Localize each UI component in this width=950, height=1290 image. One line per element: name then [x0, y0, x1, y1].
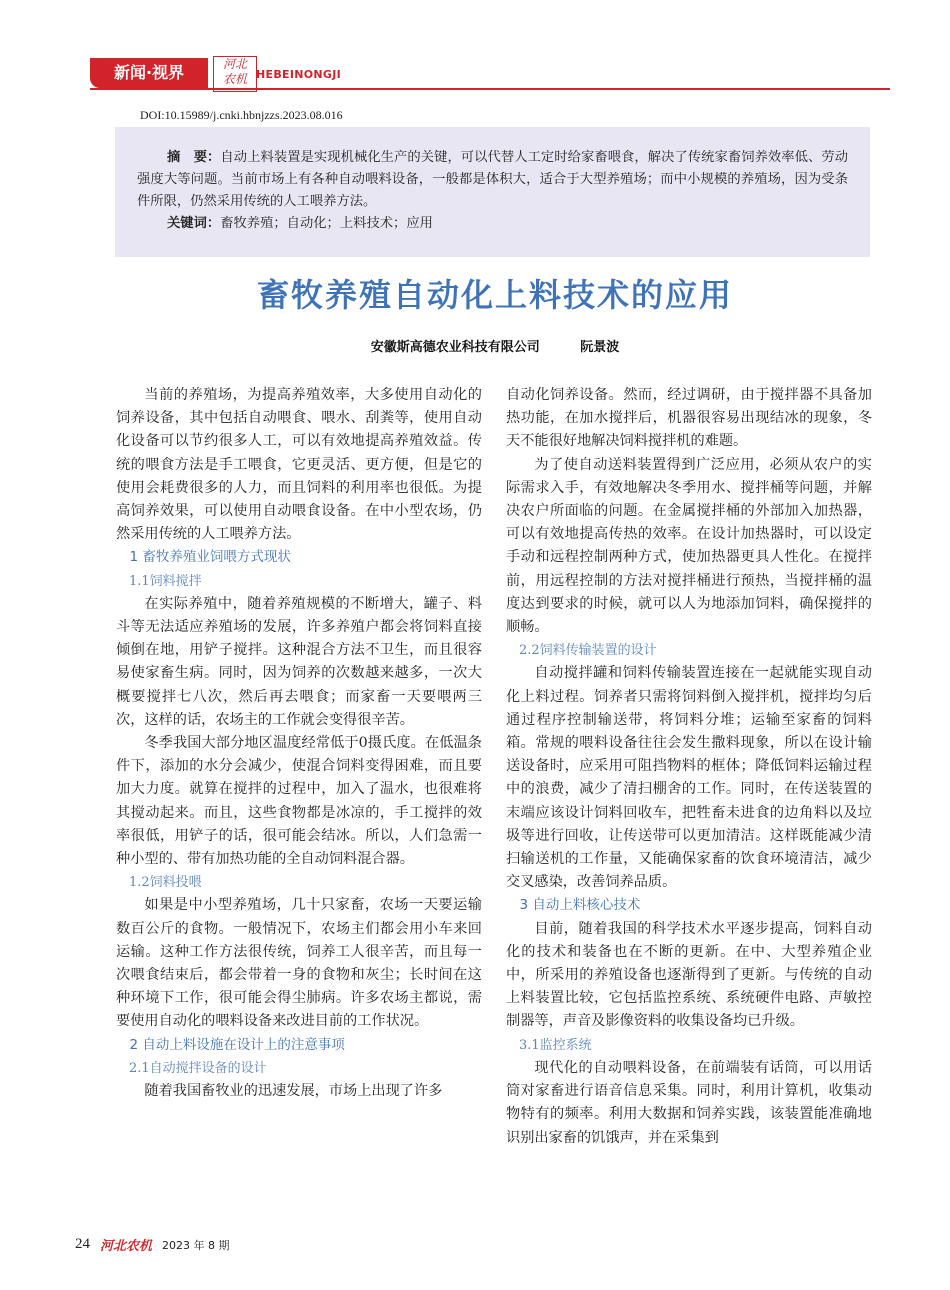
body-paragraph: 自动搅拌罐和饲料传输装置连接在一起就能实现自动化上料过程。饲养者只需将饲料倒入搅拌机，搅拌均匀后通过程序控制输送带，将饲料分堆；运输至家畜的饲料箱。常规的喂料设备往往会发生撒料现象，所以在设计输送设备时，应采用可阻挡物料的框体；降低饲料运输过程中的浪费，减少了清扫棚舍的工作。同时，在传送装置的末端应该设计饲料回收车，把牲畜未进食的边角料以及垃圾等进行回收，让传送带可以更加清洁。这样既能减少清扫输送机的工作量，又能确保家畜的饮食环境清洁，减少交叉感染，改善饲养品质。 [506, 665, 872, 891]
magazine-logo [213, 56, 257, 92]
body-paragraph: 自动化饲养设备。然而，经过调研，由于搅拌器不具备加热功能，在加水搅拌后，机器很容易出现结冰的现象，冬天不能很好地解决饲料搅拌机的难题。 [506, 387, 872, 450]
body-paragraph: 冬季我国大部分地区温度经常低于0摄氏度。在低温条件下，添加的水分会减少，使混合饲料变得困难，而且要加大力度。就算在搅拌的过程中，加入了温水，也很难将其搅动起来。而且，这些食物都是冰凉的，手工搅拌的效率很低，用铲子的话，很可能会结冰。所以，人们急需一种小型的、带有加热功能的全自动饲料混合器。 [116, 735, 482, 868]
section-heading: 3 自动上料核心技术 [519, 897, 641, 914]
footer-magazine: 河北农机 [100, 1239, 153, 1254]
section-badge: 新闻·视界 [90, 58, 208, 88]
subsection-heading: 1.2饲料投喂 [129, 875, 202, 891]
body-paragraph: 现代化的自动喂料设备，在前端装有话筒，可以用话筒对家畜进行语音信息采集。同时，利用计算机，收集动物特有的频率。利用大数据和饲养实践，该装置能准确地识别出家畜的饥饿声，并在采集到 [506, 1059, 872, 1146]
body-paragraph: 目前，随着我国的科学技术水平逐步提高，饲料自动化的技术和装备也在不断的更新。在中、大型养殖企业中，所采用的养殖设备也逐渐得到了更新。与传统的自动上料装置比较，它包括监控系统、系统硬件电路、声敏控制器等，声音及影像资料的收集设备均已升级。 [506, 920, 872, 1030]
subsection-heading: 2.1自动搅拌设备的设计 [129, 1060, 267, 1076]
section-heading: 1 畜牧养殖业饲喂方式现状 [129, 549, 291, 566]
keywords-text: 畜牧养殖；自动化；上料技术；应用 [220, 216, 433, 231]
left-column [116, 384, 482, 1103]
author-organization: 安徽斯高德农业科技有限公司 [370, 340, 540, 355]
footer-issue: 2023 年 8 期 [162, 1238, 230, 1252]
page-footer [75, 1235, 230, 1254]
brand-name: HEBEINONGJI [256, 68, 341, 81]
body-paragraph: 为了使自动送料装置得到广泛应用，必须从农户的实际需求入手，有效地解决冬季用水、搅拌桶等问题，并解决农户所面临的问题。在金属搅拌桶的外部加入加热器，可以有效地提高传热的效率。在设计加热器时，可以设定手动和远程控制两种方式，使加热器更具人性化。在搅拌前，用远程控制的方法对搅拌桶进行预热，当搅拌桶的温度达到要求的时候，就可以人为地添加饲料，确保搅拌的顺畅。 [506, 456, 872, 636]
author-line [0, 336, 950, 355]
keywords-paragraph [137, 213, 848, 235]
abstract-paragraph [137, 147, 848, 213]
abstract-label: 摘 要： [167, 150, 221, 165]
subsection-heading: 1.1饲料搅拌 [129, 573, 202, 589]
section-heading: 2 自动上料设施在设计上的注意事项 [129, 1036, 345, 1053]
abstract-box [115, 127, 870, 257]
subsection-heading: 2.2饲料传输装置的设计 [519, 643, 657, 659]
logo-line-2: 农机 [222, 72, 247, 86]
body-paragraph: 在实际养殖中，随着养殖规模的不断增大，罐子、料斗等无法适应养殖场的发展，许多养殖户都会将饲料直接倾倒在地，用铲子搅拌。这种混合方法不卫生，而且很容易使家畜生病。同时，因为饲养的次数越来越多，一次大概要搅拌七八次，然后再去喂食；而家畜一天要喂两三次，这样的话，农场主的工作就会变得很辛苦。 [116, 595, 482, 728]
abstract-text: 自动上料装置是实现机械化生产的关键，可以代替人工定时给家畜喂食，解决了传统家畜饲养效率低、劳动强度大等问题。当前市场上有各种自动喂料设备，一般都是体积大，适合于大型养殖场；而中小规模的养殖场，因为受条件所限，仍然采用传统的人工喂养方法。 [137, 150, 849, 209]
logo-line-1: 河北 [222, 57, 247, 71]
right-column [506, 384, 872, 1150]
body-paragraph: 如果是中小型养殖场，几十只家畜，农场一天要运输数百公斤的食物。一般情况下，农场主们都会用小车来回运输。这种工作方法很传统，饲养工人很辛苦，而且每一次喂食结束后，都会带着一身的食物和灰尘；长时间在这种环境下工作，很可能会得尘肺病。许多农场主都说，需要使用自动化的喂料设备来改进目前的工作状况。 [116, 897, 482, 1030]
doi: DOI:10.15989/j.cnki.hbnjzzs.2023.08.016 [140, 108, 343, 122]
author-name: 阮景波 [580, 340, 620, 355]
header-divider [90, 88, 890, 90]
page-number: 24 [75, 1236, 90, 1252]
body-paragraph: 当前的养殖场，为提高养殖效率，大多使用自动化的饲养设备，其中包括自动喂食、喂水、刮粪等，使用自动化设备可以节约很多人工，可以有效地提高养殖效益。传统的喂食方法是手工喂食，它更灵活、更方便，但是它的使用会耗费很多的人力，而且饲料的利用率也很低。为提高饲养效果，可以使用自动喂食设备。在中小型农场，仍然采用传统的人工喂养方法。 [116, 387, 482, 543]
keywords-label: 关键词： [167, 216, 221, 231]
subsection-heading: 3.1监控系统 [519, 1037, 592, 1053]
body-paragraph: 随着我国畜牧业的迅速发展，市场上出现了许多 [144, 1083, 443, 1100]
article-title: 畜牧养殖自动化上料技术的应用 [256, 276, 733, 314]
